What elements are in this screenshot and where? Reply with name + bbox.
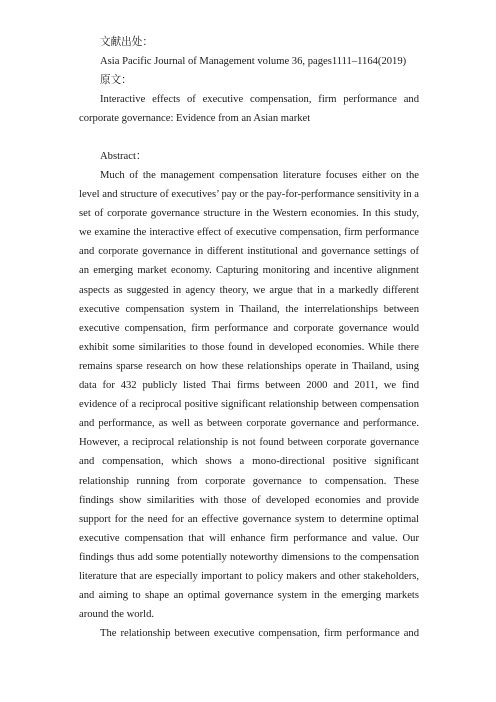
spacer bbox=[79, 128, 419, 147]
original-label: 原文： bbox=[100, 75, 132, 86]
next-paragraph-start: The relationship between executive compensation, firm performance and bbox=[100, 628, 419, 640]
abstract-label: Abstract： bbox=[100, 151, 147, 162]
paper-title: Interactive effects of executive compensation, firm performance and corporate governance: Evidence from an Asian market bbox=[79, 94, 419, 124]
citation: Asia Pacific Journal of Management volume 36, pages1111–1164(2019) bbox=[100, 56, 407, 67]
document-content bbox=[79, 33, 419, 643]
abstract-body: Much of the management compensation literature focuses either on the level and structure of executives’ pay or the pay-for-performance sensitivity in a set of corporate governance structure in the Western economies. In this study, we examine the interactive effect of executive compensation, firm performance and corporate governance in different institutional and governance settings of an emerging market economy. Capturing monitoring and incentive alignment aspects as suggested in agency theory, we argue that in a markedly different executive compensation system in Thailand, the interrelationships between executive compensation, firm performance and corporate governance would exhibit some similarities to those found in developed economies. While there remains sparse research on how these relationships operate in Thailand, using data for 432 publicly listed Thai firms between 2000 and 2011, we find evidence of a reciprocal positive significant relationship between compensation and performance, as well as between corporate governance and performance. However, a reciprocal relationship is not found between corporate governance and compensation, which shows a mono-directional positive significant relationship running from corporate governance to compensation. These findings show similarities with those of developed economies and provide support for the need for an effective governance system to determine optimal executive compensation that will enhance firm performance and value. Our findings thus add some potentially noteworthy dimensions to the compensation literature that are especially important to policy makers and other stakeholders, and aiming to shape an optimal governance system in the emerging markets around the world. bbox=[79, 170, 419, 621]
source-label: 文献出处： bbox=[100, 37, 153, 48]
